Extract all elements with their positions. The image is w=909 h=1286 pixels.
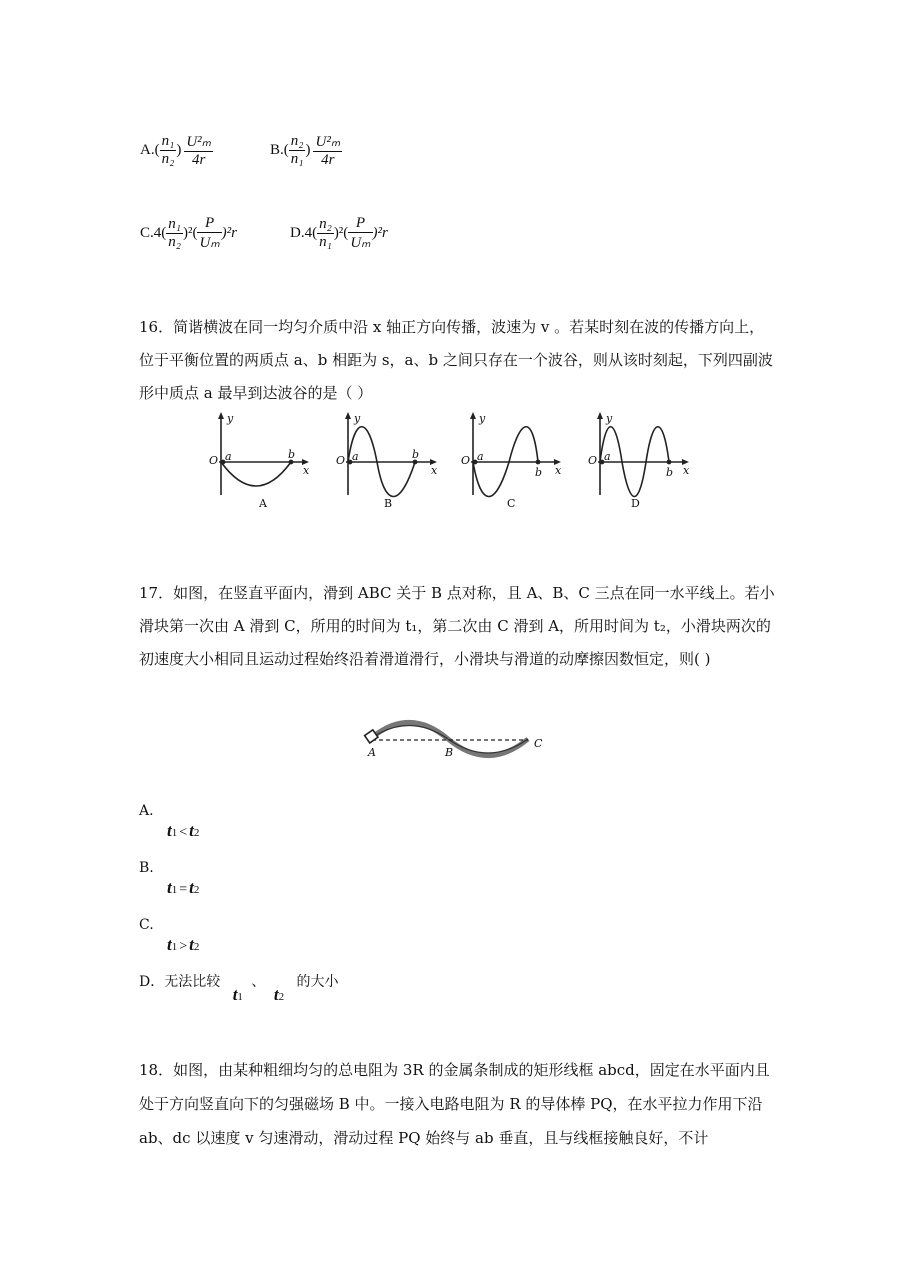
graph-c-x: x — [555, 464, 562, 477]
graph-b-a: a — [352, 450, 359, 463]
wave-graphs-svg — [205, 410, 695, 515]
slide-track-figure — [360, 712, 560, 772]
option-b-label: B. — [270, 141, 284, 158]
graph-a-x: x — [303, 464, 310, 477]
graph-d-o: O — [588, 454, 598, 467]
question-16-text: 16．简谐横波在同一均匀介质中沿 x 轴正方向传播，波速为 v 。若某时刻在波的传播方向上，位于平衡位置的两质点 a、b 相距为 s，a、b 之间只存在一个波谷，则从该时刻起，下列四副波形中质点 a 最早到达波谷的是（ ） — [139, 318, 773, 402]
graph-c-label: C — [507, 497, 516, 510]
question-17-text: 17．如图，在竖直平面内，滑到 ABC 关于 B 点对称，且 A、B、C 三点在同一水平线上。若小滑块第一次由 A 滑到 C，所用的时间为 t₁，第二次由 C 滑到 A，所用时间为 t₂，小滑块两次的初速度大小相同且运动过程始终沿着滑道滑行，小滑块与滑道的动摩擦因数恒定，则( ) — [139, 584, 775, 668]
graph-d-b: b — [666, 466, 674, 479]
graph-d-y: y — [606, 412, 613, 425]
option-b: B. ( $\frac{\text{n₂}}{\text{n₁}}$ ) $\frac{\text{U²ₘ}}{4r}$ — [270, 132, 341, 168]
graph-c-b: b — [535, 466, 543, 479]
graph-c-y: y — [479, 412, 486, 425]
option-a: A. ( $\frac{\text{n₁}}{\text{n₂}}$ ) $\frac{\text{U²ₘ}}{4r}$ — [140, 132, 211, 168]
graph-b-b: b — [412, 448, 420, 461]
graph-a-b: b — [288, 448, 296, 461]
slide-track-svg — [360, 712, 560, 772]
graph-b-y: y — [354, 412, 361, 425]
graph-a-y: y — [227, 412, 234, 425]
graph-b-label: B — [384, 497, 393, 510]
graph-a-a: a — [225, 450, 232, 463]
graph-b-o: O — [336, 454, 346, 467]
q17-option-c: C. t1 > t2 — [139, 917, 200, 954]
graph-a-label: A — [259, 497, 267, 510]
option-a-label: A. — [140, 141, 155, 158]
graph-c-o: O — [461, 454, 471, 467]
question-18-text: 18．如图，由某种粗细均匀的总电阻为 3R 的金属条制成的矩形线框 abcd，固定在水平面内且处于方向竖直向下的匀强磁场 B 中。一接入电路电阻为 R 的导体棒 PQ，在水平拉力作用下沿 ab、dc 以速度 v 匀速滑动，滑动过程 PQ 始终与 ab 垂直，且与线框接触良好，不计 — [139, 1061, 770, 1147]
graph-b-x: x — [431, 464, 438, 477]
q17-option-a: A. t1 < t2 — [139, 803, 200, 840]
graph-d-label: D — [631, 497, 640, 510]
option-c: C. 4( $\frac{\text{n₁}}{\text{n₂}}$ )²( $\frac{P}{\text{Uₘ}}$ )²r — [140, 214, 238, 251]
graph-a-o: O — [209, 454, 219, 467]
graph-d-a: a — [604, 450, 611, 463]
graph-d-x: x — [683, 464, 690, 477]
graph-c-a: a — [477, 450, 484, 463]
q17-option-b: B. t1 = t2 — [139, 860, 200, 897]
track-point-c: C — [534, 737, 543, 750]
track-point-b: B — [445, 746, 454, 759]
wave-graphs — [205, 410, 695, 515]
option-d: D. 4( $\frac{\text{n₂}}{\text{n₁}}$ )²( $\frac{P}{\text{Uₘ}}$ )²r — [290, 214, 388, 251]
track-point-a: A — [368, 746, 376, 759]
q17-option-d: D．无法比较 t1 、 t2 的大小 — [139, 974, 339, 1004]
